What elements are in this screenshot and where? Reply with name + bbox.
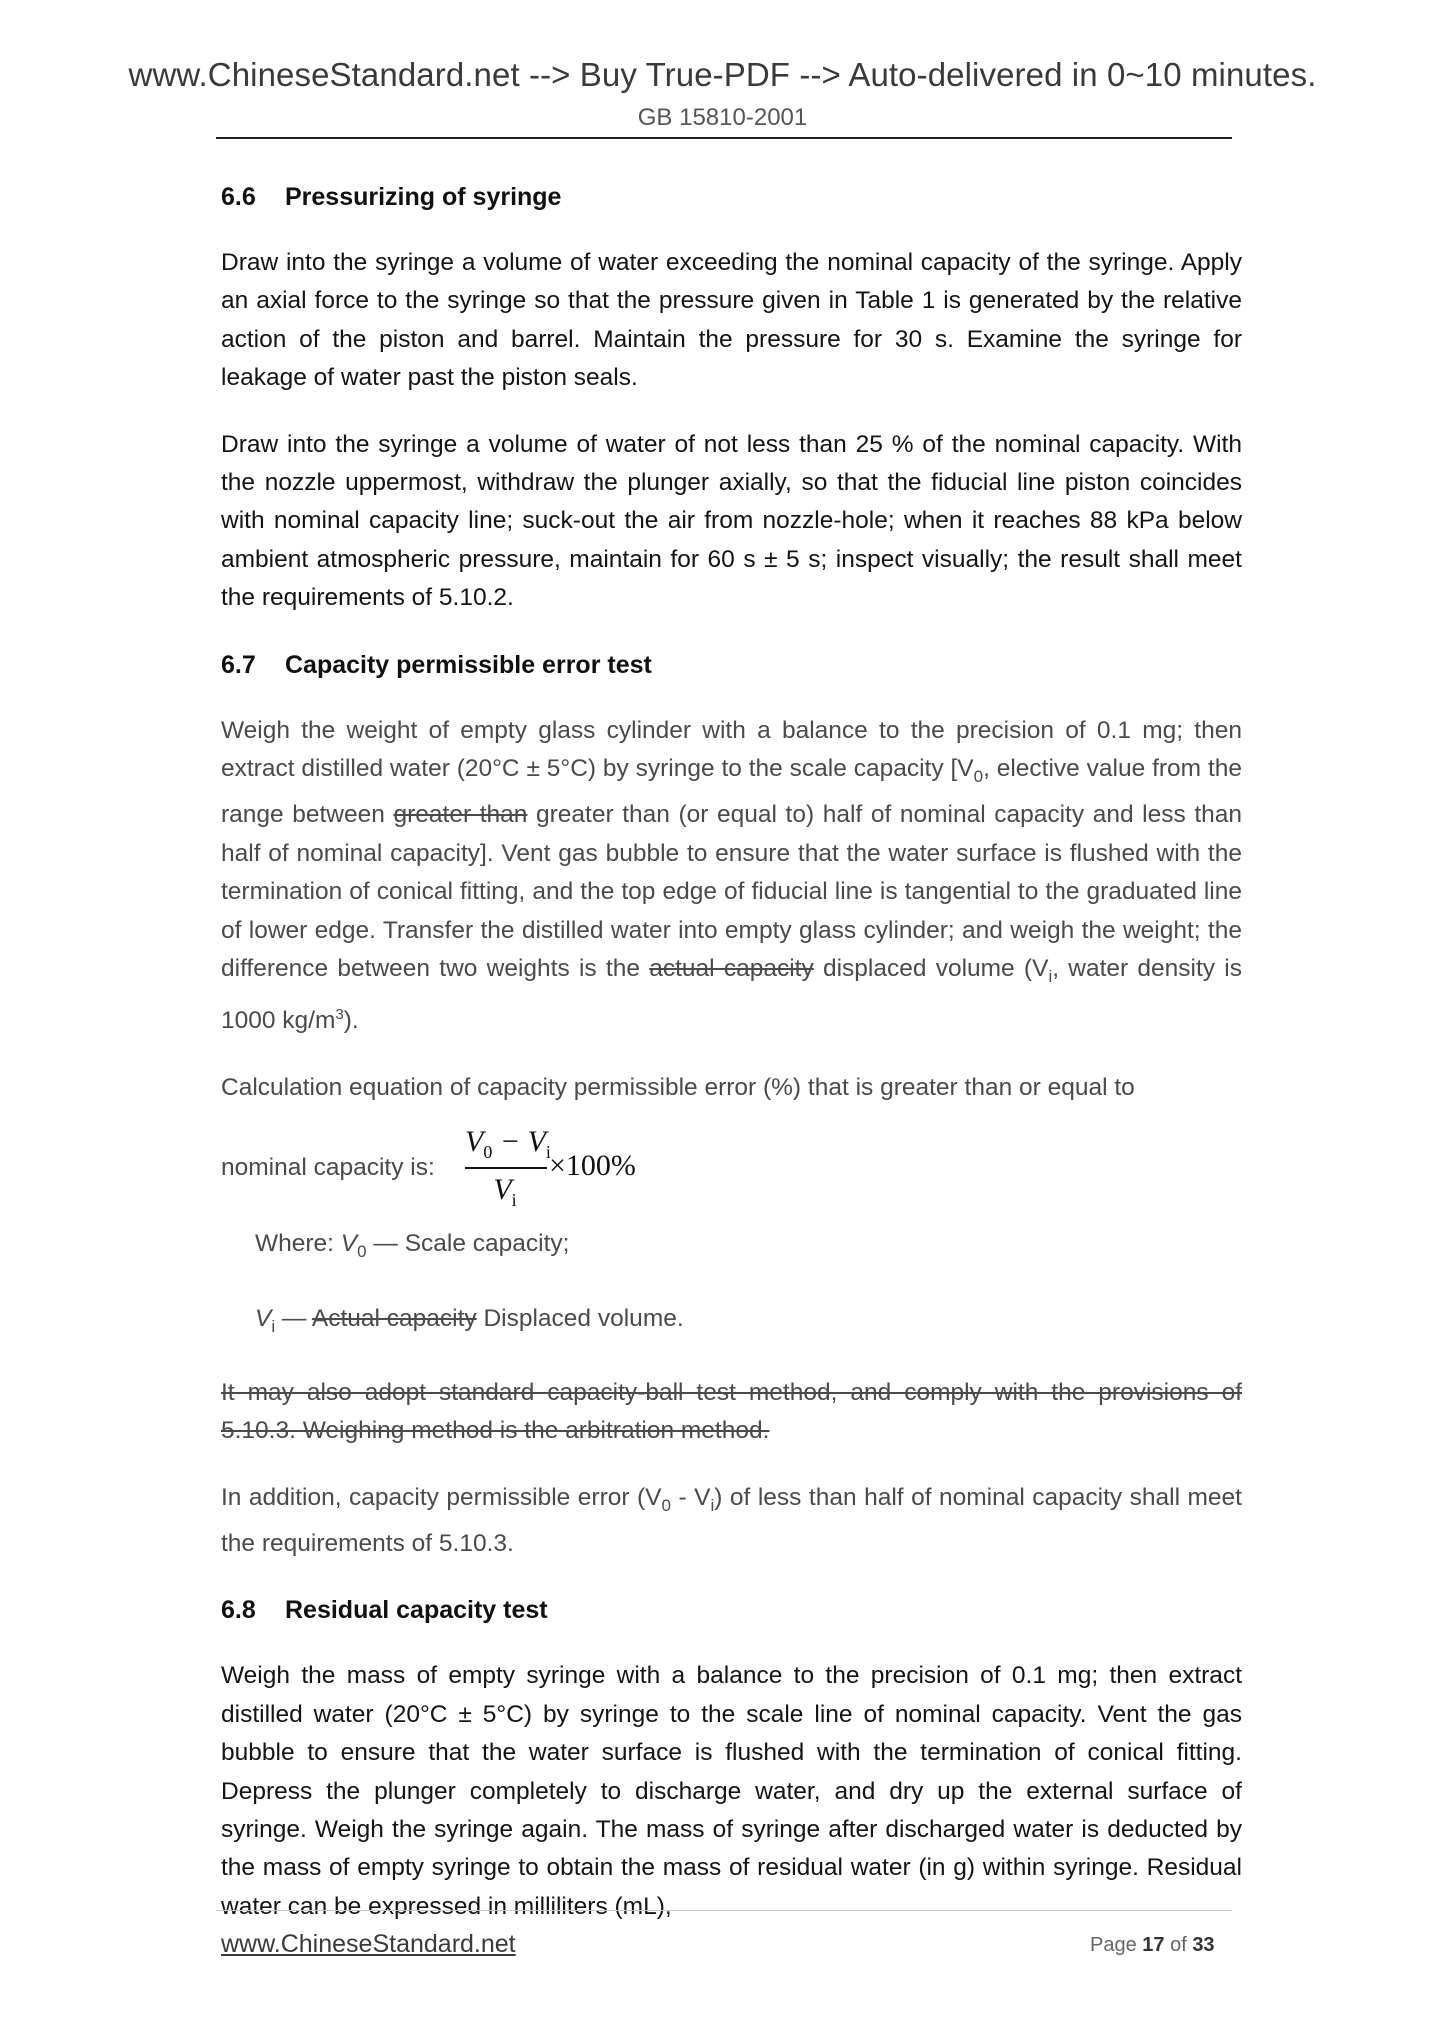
formula-lead-text: nominal capacity is: [221,1154,435,1182]
text-run: ). [343,1007,359,1035]
footer-site-link[interactable]: www.ChineseStandard.net [221,1930,516,1958]
subscript: 0 [661,1495,671,1515]
section-title: Residual capacity test [285,1596,548,1625]
section-6-6-heading [221,178,1242,216]
where-definition-vi [221,1300,1242,1346]
section-number: 6.6 [221,183,256,211]
section-number: 6.7 [221,650,256,679]
text-run: displaced volume (V [813,954,1049,982]
formula-denominator [465,1171,545,1219]
fraction-bar [465,1167,547,1169]
header-banner[interactable]: www.ChineseStandard.net --> Buy True-PDF --> Auto-delivered in 0~10 minutes. [128,56,1317,93]
subscript: 0 [973,766,984,786]
section-title: Pressurizing of syringe [285,183,562,211]
subscript: i [710,1495,715,1515]
document-body [221,178,1242,1954]
section-6-7-deleted-paragraph: It may also adopt standard capacity-ball test method, and comply with the provisions of 5.10.3. Weighing method is the arbitration method. [221,1378,1242,1445]
section-6-7-paragraph-4 [221,1479,1242,1564]
footer-divider [216,1910,1232,1911]
var: V [493,1173,512,1207]
formula-line [221,1123,1242,1209]
header-divider [216,137,1232,139]
text-run: Displaced volume. [476,1304,684,1332]
text-run: — [275,1304,312,1332]
deleted-text: Actual capacity [311,1304,477,1332]
page-label: Page [1090,1934,1143,1956]
text-run: - V [671,1483,711,1511]
text-run: greater than (or equal to) half of nominal capacity and less than half of nominal capacity]. Vent gas bubble to ensure that the water surface is flushed with the termination of conical fitting, and the top edge of fiducial line is tangential to the graduated line of lower edge. Transfer the distilled water into empty glass cylinder; and weigh the weight; the difference between two weights is the [221,801,1243,982]
section-6-8-paragraph-1: Weigh the mass of empty syringe with a balance to the precision of 0.1 mg; then extract distilled water (20°C ± 5°C) by syringe to the scale line of nominal capacity. Vent the gas bubble to ensure that the water surface is flushed with the termination of conical fitting. Depress the plunger completely to discharge water, and dry up the external surface of syringe. Weigh the syringe again. The mass of syringe after discharged water is deducted by the mass of empty syringe to obtain the mass of residual water (in g) within syringe. Residual water can be expressed in milliliters (mL), [221,1662,1242,1920]
var: V [465,1125,484,1159]
section-6-6-paragraph-1: Draw into the syringe a volume of water exceeding the nominal capacity of the syringe. Apply an axial force to the syringe so that the pressure given in Table 1 is generated by the relative action of the piston and barrel. Maintain the pressure for 30 s. Examine the syringe for leakage of water past the piston seals. [221,249,1242,392]
deleted-text: greater than [393,801,528,829]
where-definition-v0 [221,1225,1242,1271]
text-run: — Scale capacity; [366,1230,570,1258]
subscript: i [1048,966,1053,986]
total-pages: 33 [1192,1934,1215,1956]
var: V [340,1230,358,1258]
page-indicator [1090,1934,1215,1957]
standard-code: GB 15810-2001 [637,104,808,131]
section-6-7-paragraph-2: Calculation equation of capacity permissible error (%) that is greater than or equal to [221,1073,1135,1101]
section-6-7-paragraph-1 [221,712,1242,1041]
superscript: 3 [335,1006,344,1024]
formula-numerator [465,1123,551,1171]
subscript: 0 [357,1242,367,1262]
operator: − [492,1125,528,1159]
var: V [527,1125,546,1159]
subscript: i [271,1316,276,1336]
subscript: i [545,1142,551,1163]
subscript: 0 [483,1142,493,1163]
section-number: 6.8 [221,1596,256,1625]
section-6-7-heading [221,646,1242,684]
page-of: of [1164,1934,1193,1956]
section-6-6-paragraph-2: Draw into the syringe a volume of water of not less than 25 % of the nominal capacity. With the nozzle uppermost, withdraw the plunger axially, so that the fiducial line piston coincides with nominal capacity line; suck-out the air from nozzle-hole; when it reaches 88 kPa below ambient atmospheric pressure, maintain for 60 s ± 5 s; inspect visually; the result shall meet the requirements of 5.10.2. [221,430,1242,612]
current-page: 17 [1142,1934,1165,1956]
text-run: , water density is 1000 kg/m [221,954,1242,1035]
text-run: Weigh the weight of empty glass cylinder with a balance to the precision of 0.1 mg; then extract distilled water (20°C ± 5°C) by syringe to the scale capacity [V [221,716,1242,783]
formula-multiplier: ×100% [549,1149,636,1183]
var: V [255,1304,272,1332]
text-run: Where: [255,1230,341,1258]
section-title: Capacity permissible error test [285,650,652,679]
subscript: i [511,1190,517,1211]
text-run: In addition, capacity permissible error (V [221,1483,662,1511]
text-run: , elective value from the range between [221,755,1243,829]
text-run: ) of less than half of nominal capacity shall meet the requirements of 5.10.3. [221,1483,1242,1557]
deleted-text: actual capacity [649,954,814,982]
section-6-8-heading [221,1591,1242,1629]
